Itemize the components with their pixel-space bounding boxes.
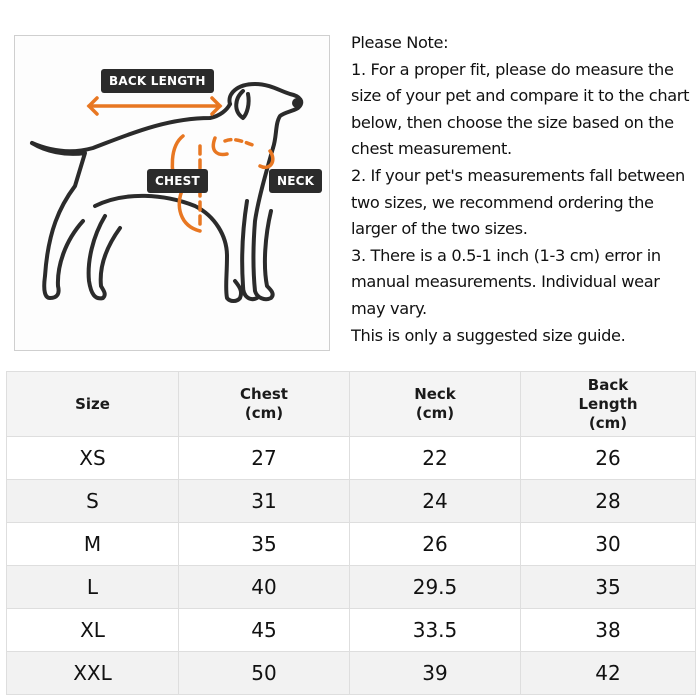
back-length-label: BACK LENGTH [101, 69, 214, 93]
table-row [7, 480, 696, 523]
cell-neck: 33.5 [350, 609, 521, 652]
cell-size: XL [7, 609, 179, 652]
cell-size: XS [7, 437, 179, 480]
cell-back: 26 [521, 437, 696, 480]
note-item-1: 1. For a proper fit, please do measure the size of your pet and compare it to the chart below, then choose the size based on the chest measurement. [351, 59, 690, 159]
header-chest: Chest (cm) [179, 372, 350, 437]
neck-label: NECK [269, 169, 322, 193]
cell-size: M [7, 523, 179, 566]
chest-label: CHEST [147, 169, 208, 193]
cell-chest: 40 [179, 566, 350, 609]
cell-neck: 39 [350, 652, 521, 695]
note-item-3: 3. There is a 0.5-1 inch (1-3 cm) error in manual measurements. Individual wear may vary. [351, 245, 661, 318]
cell-neck: 22 [350, 437, 521, 480]
notes-footer: This is only a suggested size guide. [351, 325, 626, 345]
cell-back: 42 [521, 652, 696, 695]
cell-neck: 24 [350, 480, 521, 523]
cell-chest: 31 [179, 480, 350, 523]
table-row [7, 566, 696, 609]
table-row [7, 437, 696, 480]
header-neck: Neck (cm) [350, 372, 521, 437]
cell-neck: 29.5 [350, 566, 521, 609]
dog-measurement-diagram [14, 35, 330, 351]
cell-back: 30 [521, 523, 696, 566]
cell-back: 35 [521, 566, 696, 609]
cell-chest: 45 [179, 609, 350, 652]
table-row [7, 652, 696, 695]
cell-back: 38 [521, 609, 696, 652]
header-size: Size [7, 372, 179, 437]
cell-chest: 35 [179, 523, 350, 566]
cell-chest: 27 [179, 437, 350, 480]
table-header-row [7, 372, 696, 437]
cell-size: S [7, 480, 179, 523]
cell-size: L [7, 566, 179, 609]
cell-size: XXL [7, 652, 179, 695]
table-row [7, 609, 696, 652]
header-back-length: Back Length (cm) [521, 372, 696, 437]
size-notes [351, 30, 696, 349]
size-chart-table [6, 371, 696, 695]
notes-title: Please Note: [351, 33, 449, 52]
cell-back: 28 [521, 480, 696, 523]
cell-neck: 26 [350, 523, 521, 566]
cell-chest: 50 [179, 652, 350, 695]
table-row [7, 523, 696, 566]
note-item-2: 2. If your pet's measurements fall between two sizes, we recommend ordering the larger of the two sizes. [351, 165, 685, 239]
